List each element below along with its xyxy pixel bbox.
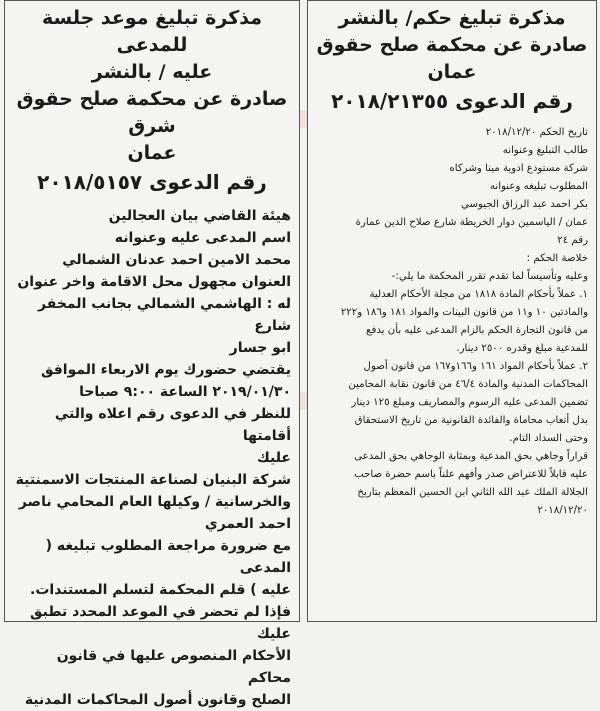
body-line: المطلوب تبليغه وعنوانه xyxy=(489,181,588,192)
body-line: عمان / الياسمين دوار الخريطة شارع صلاح الدين عمارة xyxy=(355,217,588,228)
body-line: عليك xyxy=(256,450,291,466)
body-line: من قانون التجارة الحكم بالزام المدعى عليه بأن يدفع xyxy=(366,325,588,336)
body-line: بكر احمد عبد الرزاق الجيوسي xyxy=(461,199,588,210)
body-line: شركة البنيان لصناعة المنتجات الاسمنتية xyxy=(15,472,291,488)
notice-body xyxy=(316,124,588,520)
body-line: والمادتين ١٠ و١١ من قانون البينات والمواد ١٨١ و١٨٦ و٢٢٢ xyxy=(340,307,588,318)
body-line: العنوان مجهول محل الاقامة واخر عنوان xyxy=(17,274,291,290)
body-line: وحتى السداد التام. xyxy=(509,433,588,444)
body-line: الصلح وقانون أصول المحاكمات المدنية xyxy=(24,692,291,708)
body-line: قراراً وجاهي بحق المدعية وبمثابة الوجاهي بحق المدعى xyxy=(354,451,588,462)
body-line: شركة مستودع ادوية مينا وشركاه xyxy=(449,163,588,174)
body-line: عليه ) قلم المحكمة لتسلم المستندات. xyxy=(30,582,291,598)
body-line: المحاكمات المدنية والمادة ٤٦/٤ من قانون نقابة المحامين xyxy=(348,379,588,390)
body-line: احمد العمري xyxy=(204,516,291,532)
notice-title-line: عليه / بالنشر xyxy=(91,61,213,83)
body-line: الجلالة الملك عبد الله الثاني ابن الحسين المعظم بتاريخ xyxy=(357,487,588,498)
body-line: اسم المدعى عليه وعنوانه xyxy=(114,230,291,246)
body-line: تاريخ الحكم ٢٠١٨/١٢/٢٠ xyxy=(485,127,588,138)
body-line: ابو جسار xyxy=(229,340,291,356)
body-line: فإذا لم تحضر في الموعد المحدد تطبق عليك xyxy=(30,604,291,642)
body-line: تضمين المدعى عليه الرسوم والمصاريف ومبلغ ١٢٥ دينار xyxy=(351,397,588,408)
body-line: ٢٠١٨/١٢/٢٠ xyxy=(537,505,588,516)
body-line: وعليه وتأسيساً لما تقدم تقرر المحكمة ما يلي:- xyxy=(391,271,588,282)
body-line: للمدعية مبلغ وقدره ٢٥٠٠ دينار. xyxy=(456,343,588,354)
body-line: يقتضي حضورك يوم الاربعاء الموافق xyxy=(40,362,291,378)
notice-title-line: صادرة عن محكمة صلح حقوق عمان xyxy=(316,34,588,83)
body-line: ١. عملاً بأحكام المادة ١٨١٨ من مجلة الأحكام العدلية xyxy=(369,289,588,300)
body-line: محمد الامين احمد عدنان الشمالي xyxy=(62,252,291,268)
body-line: بدل أتعاب محاماة والفائدة القانونية من تاريخ الاستحقاق xyxy=(354,415,588,426)
body-line: للنظر في الدعوى رقم اعلاه والتي أقامتها xyxy=(54,406,291,444)
notice-title-line: صادرة عن محكمة صلح حقوق شرق xyxy=(16,88,288,137)
body-line: ٢. عملاً بأحكام المواد ١٦١ و١٦٦و١٦٧ من قانون أصول xyxy=(363,361,588,372)
body-line: مع ضرورة مراجعة المطلوب تبليغه ( المدعى xyxy=(45,538,291,576)
notice-title-line: عمان xyxy=(127,142,177,164)
body-line: الأحكام المنصوص عليها في قانون محاكم xyxy=(56,648,291,686)
case-number: رقم الدعوى ٢٠١٨/٢١٣٥٥ xyxy=(331,89,573,113)
notice-judgment xyxy=(307,0,597,622)
body-line: والخرسانية / وكيلها العام المحامي ناصر xyxy=(18,494,291,510)
notice-body xyxy=(13,205,291,711)
notice-title-line: مذكرة تبليغ موعد جلسة للمدعى xyxy=(42,7,262,56)
notice-title-line: مذكرة تبليغ حكم/ بالنشر xyxy=(338,7,566,29)
body-line: طالب التبليغ وعنوانه xyxy=(502,145,588,156)
case-number: رقم الدعوى ٢٠١٨/٥١٥٧ xyxy=(37,170,267,194)
body-line: هيئة القاضي بيان العجالين xyxy=(108,208,291,224)
body-line: له : الهاشمي الشمالي بجانب المخفر شارع xyxy=(38,296,291,334)
body-line: ٢٠١٩/٠١/٣٠ الساعة ٩:٠٠ صباحا xyxy=(79,384,291,400)
notice-hearing xyxy=(4,0,300,708)
body-line: عليه قابلاً للاعتراض صدر وأفهم علناً باسم حضرة صاحب xyxy=(354,469,588,480)
body-line: رقم ٢٤ xyxy=(557,235,588,246)
body-line: خلاصة الحكم : xyxy=(526,253,588,264)
